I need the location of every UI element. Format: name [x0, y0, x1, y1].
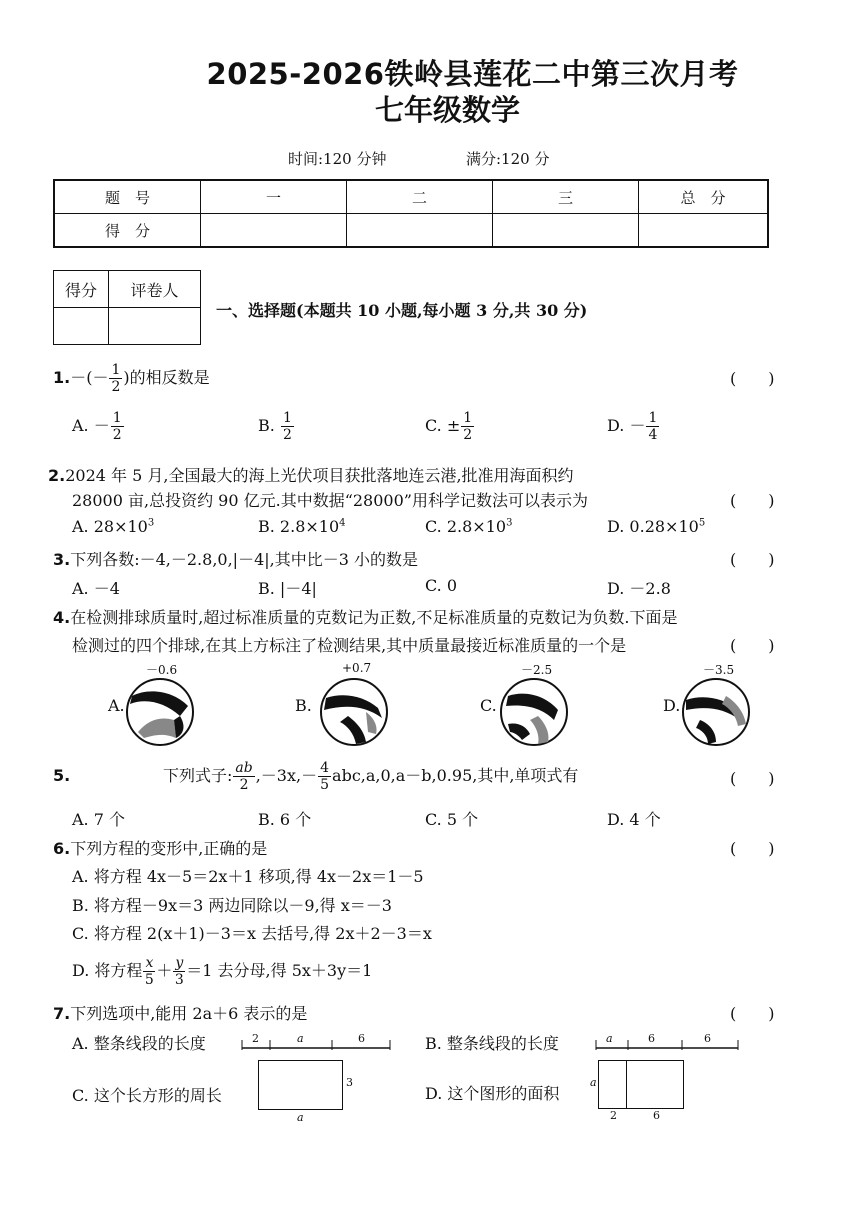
q2-option-a: A. $28\times 10^3$: [72, 517, 155, 536]
ball-d-value: －3.5: [703, 663, 735, 677]
exam-subtitle: 七年级数学: [374, 93, 520, 127]
segment-a-diagram: [240, 1030, 392, 1054]
q6-option-c: C. 将方程 2(x＋1)－3＝x 去括号,得 2x＋2－3＝x: [72, 924, 432, 943]
segment-b-label: 6: [648, 1032, 655, 1045]
question-5-num: 5.: [53, 766, 71, 785]
score-table-header: 总 分: [639, 180, 769, 214]
question-5: 下列式子: $\frac{ab}{2}$ ,－3x,－ $\frac{4}{5}$ abc,a,0,a－b,0.95,其中,单项式有: [163, 760, 579, 793]
answer-paren: ( ): [730, 491, 775, 510]
q7-option-b: B. 整条线段的长度: [425, 1034, 559, 1053]
question-7: 7.下列选项中,能用 2a＋6 表示的是: [53, 1004, 308, 1023]
rectangle-d-diagram: [598, 1060, 684, 1109]
ball-c-label: C.: [480, 696, 497, 715]
volleyball-d-icon: [680, 676, 752, 748]
score-table-row-label: 得 分: [54, 214, 201, 248]
volleyball-c-icon: [498, 676, 570, 748]
rectangle-d-side-label: a: [590, 1076, 597, 1089]
rectangle-d-left-label: 2: [610, 1109, 617, 1122]
ball-b-label: B.: [295, 696, 312, 715]
segment-a-label: a: [297, 1032, 304, 1045]
volleyball-a-icon: [124, 676, 196, 748]
q7-option-a: A. 整条线段的长度: [72, 1034, 206, 1053]
q6-option-a: A. 将方程 4x－5＝2x＋1 移项,得 4x－2x＝1－5: [72, 867, 424, 886]
grader-name-label: 评卷人: [109, 271, 201, 308]
q5-option-d: D. 4 个: [607, 810, 661, 829]
score-cell[interactable]: [639, 214, 769, 248]
q6-option-d: D. 将方程 $\frac{x}{5}$ ＋ $\frac{y}{3}$ ＝1 去分母,得 5x＋3y＝1: [72, 955, 373, 988]
score-cell[interactable]: [493, 214, 639, 248]
segment-a-label: 2: [252, 1032, 259, 1045]
volleyball-b-icon: [318, 676, 390, 748]
segment-a-label: 6: [358, 1032, 365, 1045]
rectangle-d-divider: [626, 1060, 627, 1109]
q3-option-b: B. |－4|: [258, 579, 317, 598]
ball-a-value: －0.6: [146, 663, 178, 677]
question-3: 3.下列各数:－4,－2.8,0,|－4|,其中比－3 小的数是: [53, 550, 418, 569]
q3-option-d: D. －2.8: [607, 579, 671, 598]
q1-option-a: A. － $\frac{1}{2}$: [72, 410, 122, 443]
segment-b-label: 6: [704, 1032, 711, 1045]
q6-option-b: B. 将方程－9x＝3 两边同除以－9,得 x＝－3: [72, 896, 392, 915]
answer-paren: ( ): [730, 769, 775, 788]
answer-paren: ( ): [730, 839, 775, 858]
q3-option-a: A. －4: [72, 579, 120, 598]
q3-option-c: C. 0: [425, 576, 458, 595]
exam-time: 时间:120 分钟: [288, 150, 387, 168]
score-table: [53, 179, 769, 248]
q2-option-d: D. $0.28\times 10^5$: [607, 517, 706, 536]
question-1: 1.－(－ $\frac{1}{2}$ )的相反数是: [53, 362, 210, 395]
score-table-header: 题 号: [54, 180, 201, 214]
grader-name-cell[interactable]: [109, 308, 201, 345]
grader-box: [53, 270, 201, 345]
ball-a-label: A.: [108, 696, 125, 715]
segment-b-diagram: [594, 1030, 740, 1054]
answer-paren: ( ): [730, 550, 775, 569]
q7-option-c: C. 这个长方形的周长: [72, 1086, 222, 1105]
ball-d-label: D.: [663, 696, 681, 715]
question-2: 2.2024 年 5 月,全国最大的海上光伏项目获批落地连云港,批准用海面积约: [48, 466, 574, 485]
rectangle-c-bottom-label: a: [297, 1111, 304, 1124]
score-table-header: 三: [493, 180, 639, 214]
q1-option-c: C. ± $\frac{1}{2}$: [425, 410, 473, 443]
question-2-line2: 28000 亩,总投资约 90 亿元.其中数据“28000”用科学记数法可以表示为: [72, 491, 588, 510]
ball-b-value: +0.7: [342, 661, 372, 675]
q1-option-d: D. － $\frac{1}{4}$: [607, 410, 658, 443]
q1-option-b: B. $\frac{1}{2}$: [258, 410, 292, 443]
ball-c-value: －2.5: [521, 663, 553, 677]
answer-paren: ( ): [730, 369, 775, 388]
score-table-header: 一: [201, 180, 347, 214]
q2-option-c: C. $2.8\times 10^3$: [425, 517, 513, 536]
grader-score-label: 得分: [54, 271, 109, 308]
score-cell[interactable]: [347, 214, 493, 248]
score-table-header: 二: [347, 180, 493, 214]
exam-title: 2025-2026铁岭县莲花二中第三次月考: [206, 57, 739, 91]
grader-score-cell[interactable]: [54, 308, 109, 345]
score-cell[interactable]: [201, 214, 347, 248]
answer-paren: ( ): [730, 1004, 775, 1023]
answer-paren: ( ): [730, 636, 775, 655]
section-heading: 一、选择题(本题共 10 小题,每小题 3 分,共 30 分): [216, 301, 588, 320]
q2-option-b: B. $2.8\times 10^4$: [258, 517, 346, 536]
segment-b-label: a: [606, 1032, 613, 1045]
q7-option-d: D. 这个图形的面积: [425, 1084, 560, 1103]
question-4-line2: 检测过的四个排球,在其上方标注了检测结果,其中质量最接近标准质量的一个是: [72, 636, 627, 655]
q5-option-b: B. 6 个: [258, 810, 312, 829]
q5-option-a: A. 7 个: [72, 810, 125, 829]
question-6: 6.下列方程的变形中,正确的是: [53, 839, 268, 858]
rectangle-c-side-label: 3: [346, 1076, 353, 1089]
rectangle-d-right-label: 6: [653, 1109, 660, 1122]
exam-full-score: 满分:120 分: [466, 150, 550, 168]
question-4: 4.在检测排球质量时,超过标准质量的克数记为正数,不足标准质量的克数记为负数.下面是: [53, 608, 678, 627]
q5-option-c: C. 5 个: [425, 810, 479, 829]
rectangle-c-diagram: [258, 1060, 343, 1110]
